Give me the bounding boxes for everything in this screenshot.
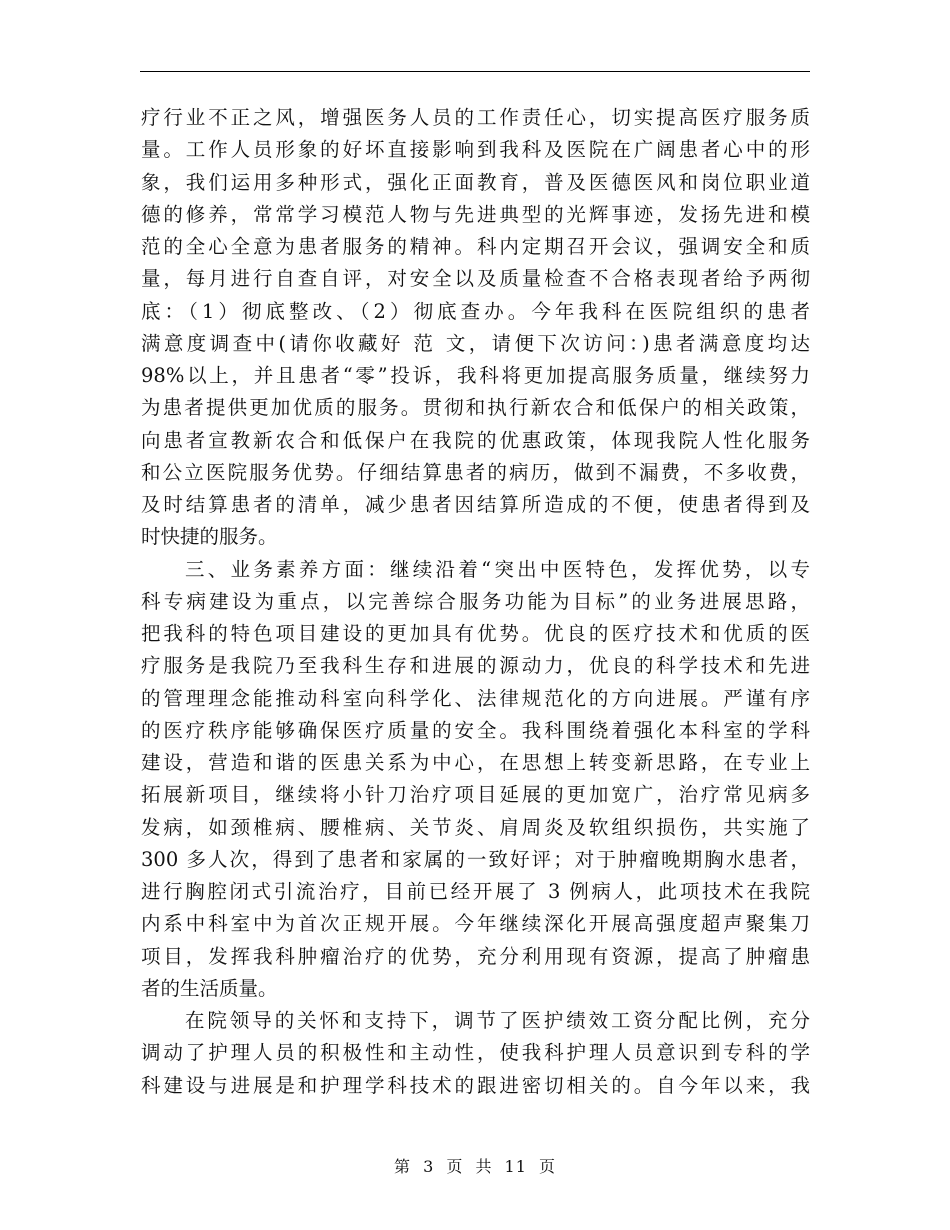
text-line: 的医疗秩序能够确保医疗质量的安全。我科围绕着强化本科室的学科 (141, 718, 810, 742)
text-line: 底：（1）彻底整改、（2）彻底查办。今年我科在医院组织的患者 (141, 299, 810, 323)
text-line: 量，每月进行自查自评，对安全以及质量检查不合格表现者给予两彻 (141, 267, 810, 291)
text-line: 科专病建设为重点，以完善综合服务功能为目标”的业务进展思路， (141, 589, 810, 613)
body-text (141, 102, 810, 1102)
text-line: 进行胸腔闭式引流治疗，目前已经开展了 3 例病人，此项技术在我院 (141, 880, 810, 903)
text-line: 德的修养，常常学习模范人物与先进典型的光辉事迹，发扬先进和模 (141, 202, 810, 226)
text-line: 时快捷的服务。 (141, 525, 278, 549)
text-line: 范的全心全意为患者服务的精神。科内定期召开会议，强调安全和质 (141, 235, 810, 258)
text-line: 疗行业不正之风，增强医务人员的工作责任心，切实提高医疗服务质 (141, 106, 810, 129)
text-line: 三、业务素养方面：继续沿着“突出中医特色，发挥优势，以专 (185, 557, 810, 581)
text-line: 为患者提供更加优质的服务。贯彻和执行新农合和低保户的相关政策， (141, 396, 810, 420)
text-line: 拓展新项目，继续将小针刀治疗项目延展的更加宽广，治疗常见病多 (141, 783, 810, 807)
page-footer: 第 3 页 共 11 页 (394, 1157, 556, 1176)
text-line: 的管理理念能推动科室向科学化、法律规范化的方向进展。严谨有序 (141, 686, 810, 710)
text-line: 项目，发挥我科肿瘤治疗的优势，充分利用现有资源，提高了肿瘤患 (141, 944, 810, 968)
text-line: 调动了护理人员的积极性和主动性，使我科护理人员意识到专科的学 (141, 1041, 810, 1065)
header-rule (140, 71, 810, 72)
text-line: 者的生活质量。 (141, 976, 278, 1000)
text-line: 科建设与进展是和护理学科技术的跟进密切相关的。自今年以来，我 (141, 1073, 810, 1097)
text-line: 发病，如颈椎病、腰椎病、关节炎、肩周炎及软组织损伤，共实施了 (141, 815, 810, 839)
text-line: 在院领导的关怀和支持下，调节了医护绩效工资分配比例，充分 (185, 1009, 810, 1032)
text-line: 疗服务是我院乃至我科生存和进展的源动力，优良的科学技术和先进 (141, 654, 810, 678)
text-line: 量。工作人员形象的好坏直接影响到我科及医院在广阔患者心中的形 (141, 138, 810, 162)
text-line: 建设，营造和谐的医患关系为中心，在思想上转变新思路，在专业上 (141, 751, 810, 774)
text-line: 把我科的特色项目建设的更加具有优势。优良的医疗技术和优质的医 (141, 622, 810, 645)
text-line: 向患者宣教新农合和低保户在我院的优惠政策，体现我院人性化服务 (141, 428, 810, 452)
text-line: 300 多人次，得到了患者和家属的一致好评；对于肿瘤晚期胸水患者， (141, 847, 810, 871)
text-line: 内系中科室中为首次正规开展。今年继续深化开展高强度超声聚集刀 (141, 912, 810, 936)
text-line: 及时结算患者的清单，减少患者因结算所造成的不便，使患者得到及 (141, 493, 810, 516)
text-line: 象，我们运用多种形式，强化正面教育，普及医德医风和岗位职业道 (141, 170, 810, 194)
text-line: 满意度调查中(请你收藏好 范 文，请便下次访问：)患者满意度均达 (141, 331, 810, 355)
text-line: 和公立医院服务优势。仔细结算患者的病历，做到不漏费，不多收费， (141, 460, 810, 484)
text-line: 98%以上，并且患者“零”投诉，我科将更加提高服务质量，继续努力 (141, 364, 810, 387)
